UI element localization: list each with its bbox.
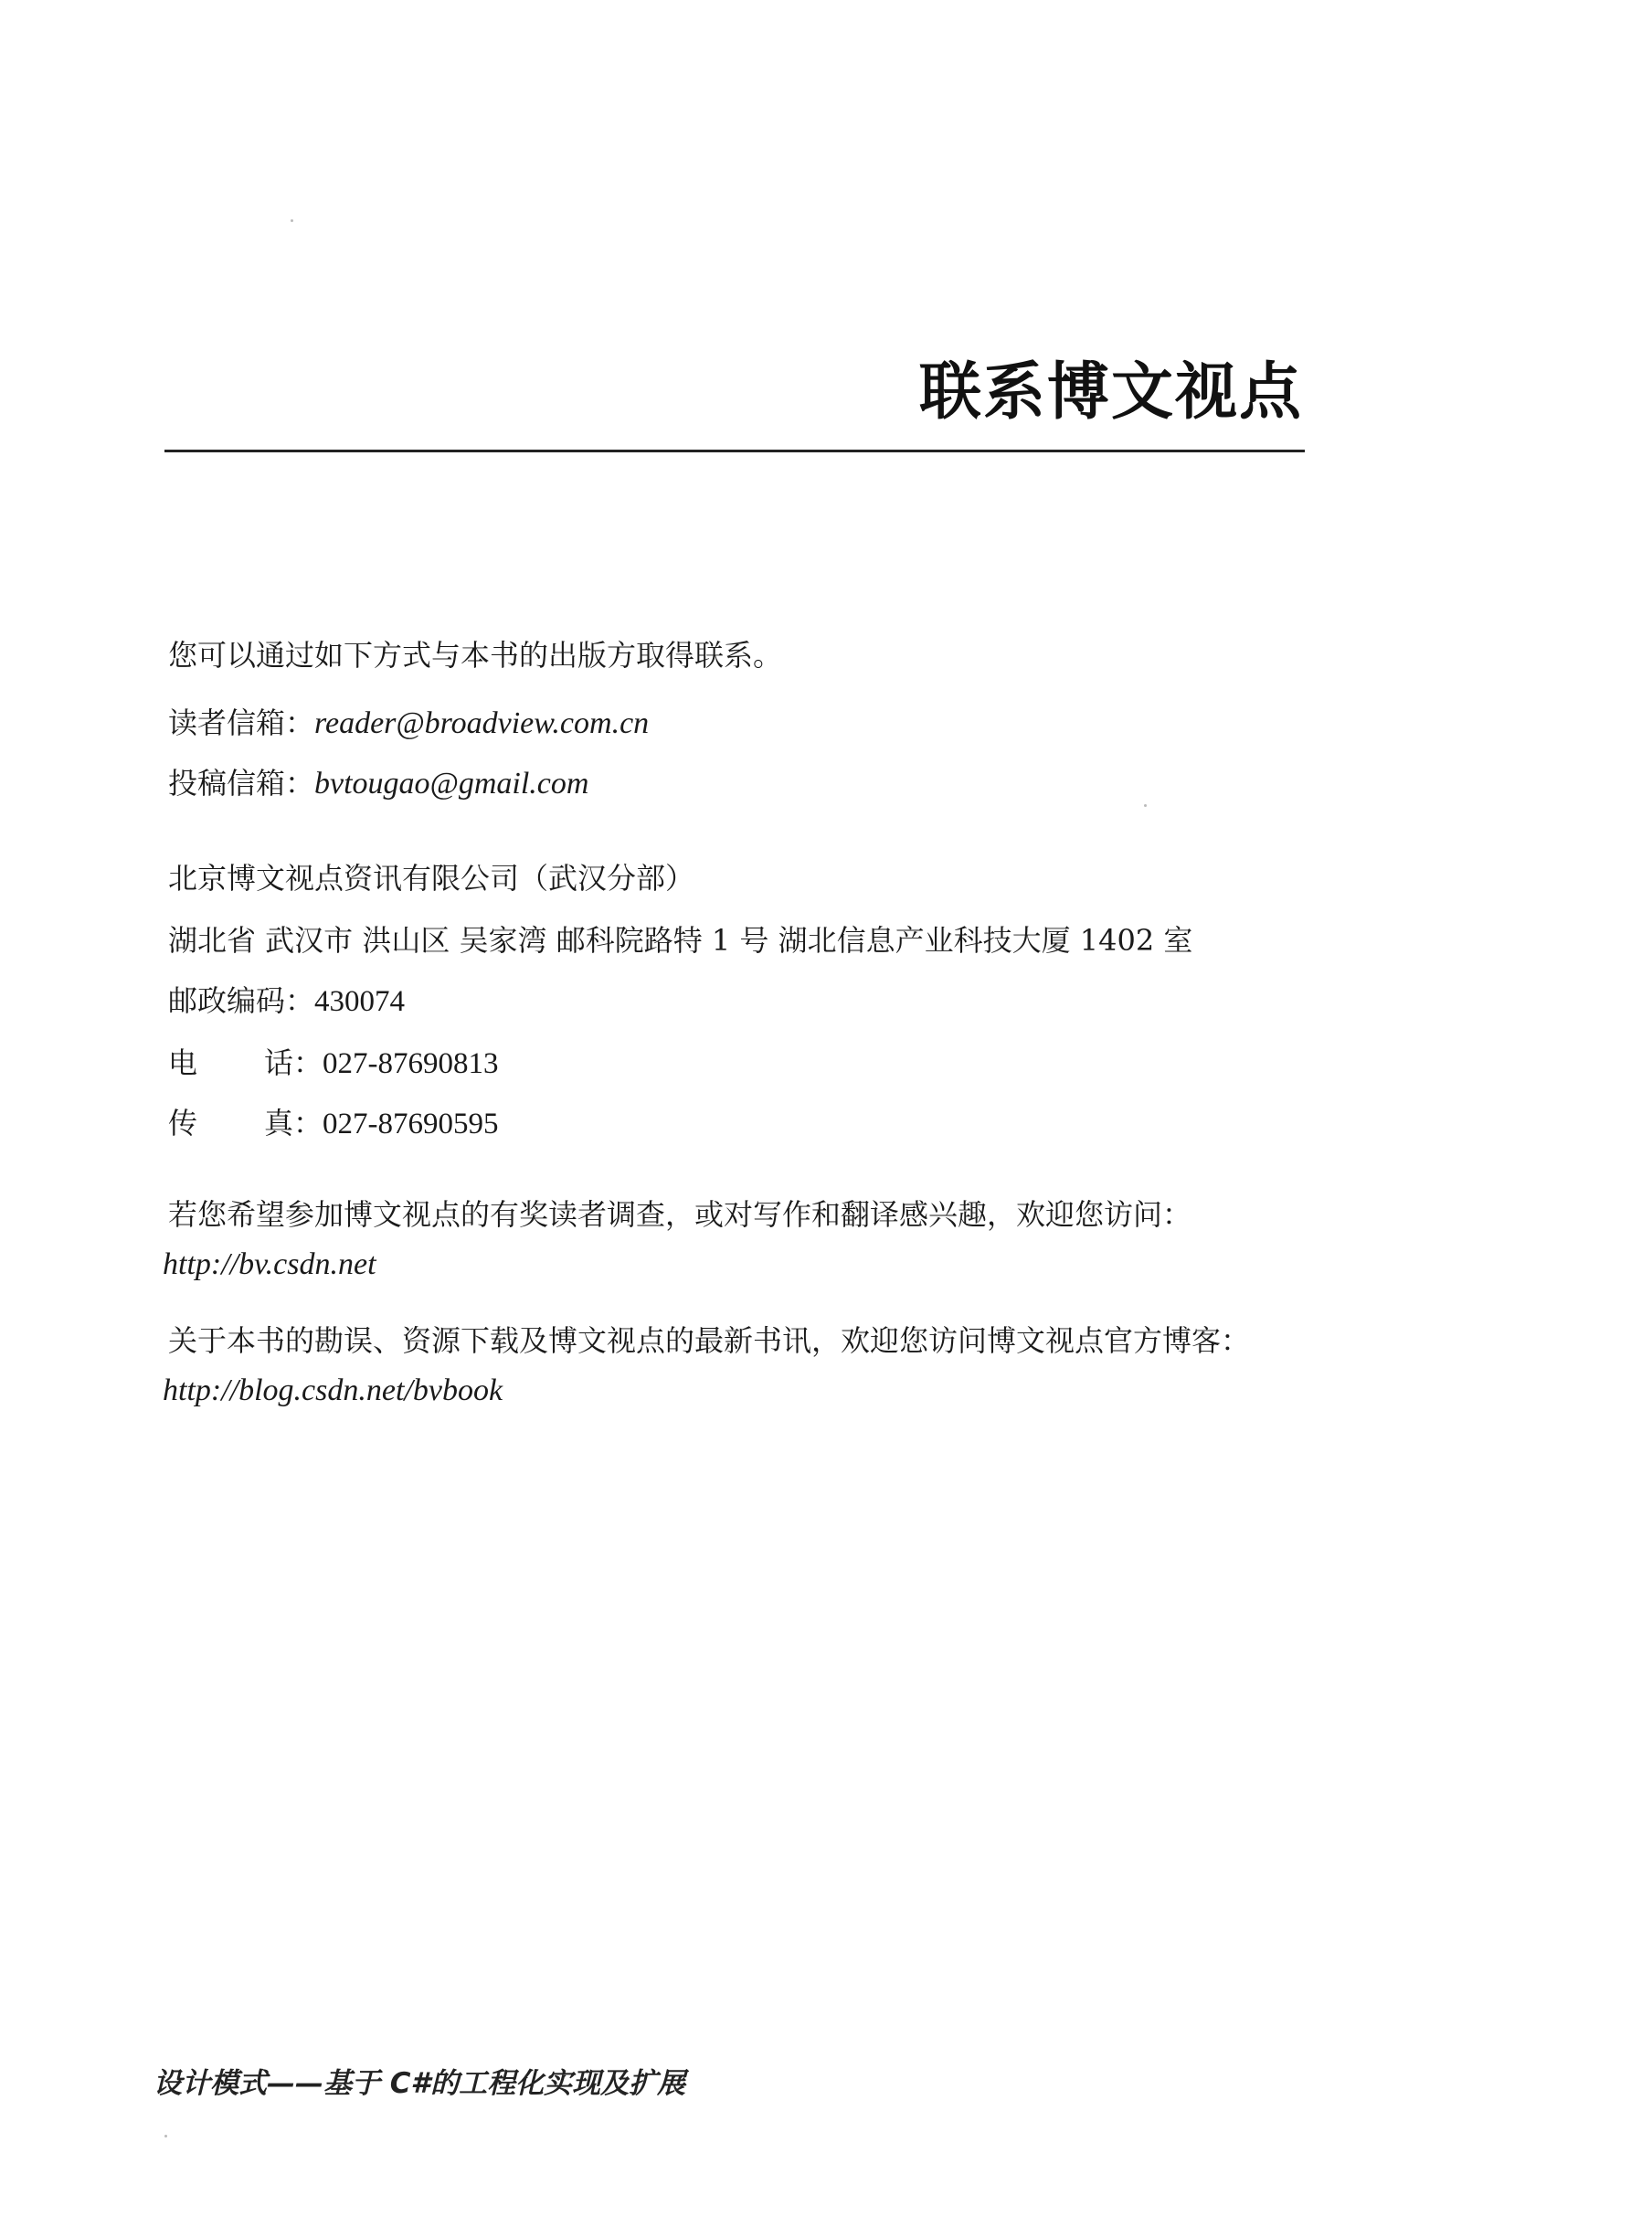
fax-label-first: 传: [168, 1106, 198, 1140]
fax-value: 027-87690595: [323, 1108, 499, 1140]
submission-email-label: 投稿信箱：: [168, 766, 315, 801]
survey-text: 若您希望参加博文视点的有奖读者调查，或对写作和翻译感兴趣，欢迎您访问：: [168, 1197, 1192, 1232]
postal-code-label: 邮政编码：: [168, 983, 315, 1018]
intro-text: 您可以通过如下方式与本书的出版方取得联系。: [168, 638, 783, 673]
page-title: 联系博文视点: [918, 356, 1303, 429]
phone-value: 027-87690813: [323, 1047, 499, 1080]
submission-email-link[interactable]: bvtougao@gmail.com: [314, 767, 589, 801]
submission-email-row: [168, 766, 588, 803]
scan-speck: [164, 2135, 167, 2137]
blog-link[interactable]: http://blog.csdn.net/bvbook: [163, 1374, 503, 1407]
reader-email-label: 读者信箱：: [168, 705, 315, 740]
company-name: 北京博文视点资讯有限公司（武汉分部）: [168, 861, 695, 896]
survey-link[interactable]: http://bv.csdn.net: [163, 1247, 376, 1281]
phone-label-first: 电: [168, 1045, 198, 1080]
postal-code-value: 430074: [314, 985, 406, 1018]
title-divider: [164, 450, 1305, 452]
phone-label-second: 话：: [264, 1045, 323, 1080]
postal-code-row: [168, 983, 405, 1021]
fax-row: [168, 1106, 499, 1143]
reader-email-link[interactable]: reader@broadview.com.cn: [314, 706, 650, 740]
scan-speck: [1144, 804, 1147, 807]
reader-email-row: [168, 705, 649, 743]
address-text: 湖北省 武汉市 洪山区 吴家湾 邮科院路特 1 号 湖北信息产业科技大厦 1402 室: [168, 923, 1193, 958]
footer-book-title: 设计模式——基于 C#的工程化实现及扩展: [154, 2067, 686, 2100]
blog-text: 关于本书的勘误、资源下载及博文视点的最新书讯，欢迎您访问博文视点官方博客：: [168, 1323, 1251, 1358]
fax-label-second: 真：: [264, 1106, 323, 1140]
phone-row: [168, 1045, 499, 1083]
scan-speck: [291, 219, 293, 222]
